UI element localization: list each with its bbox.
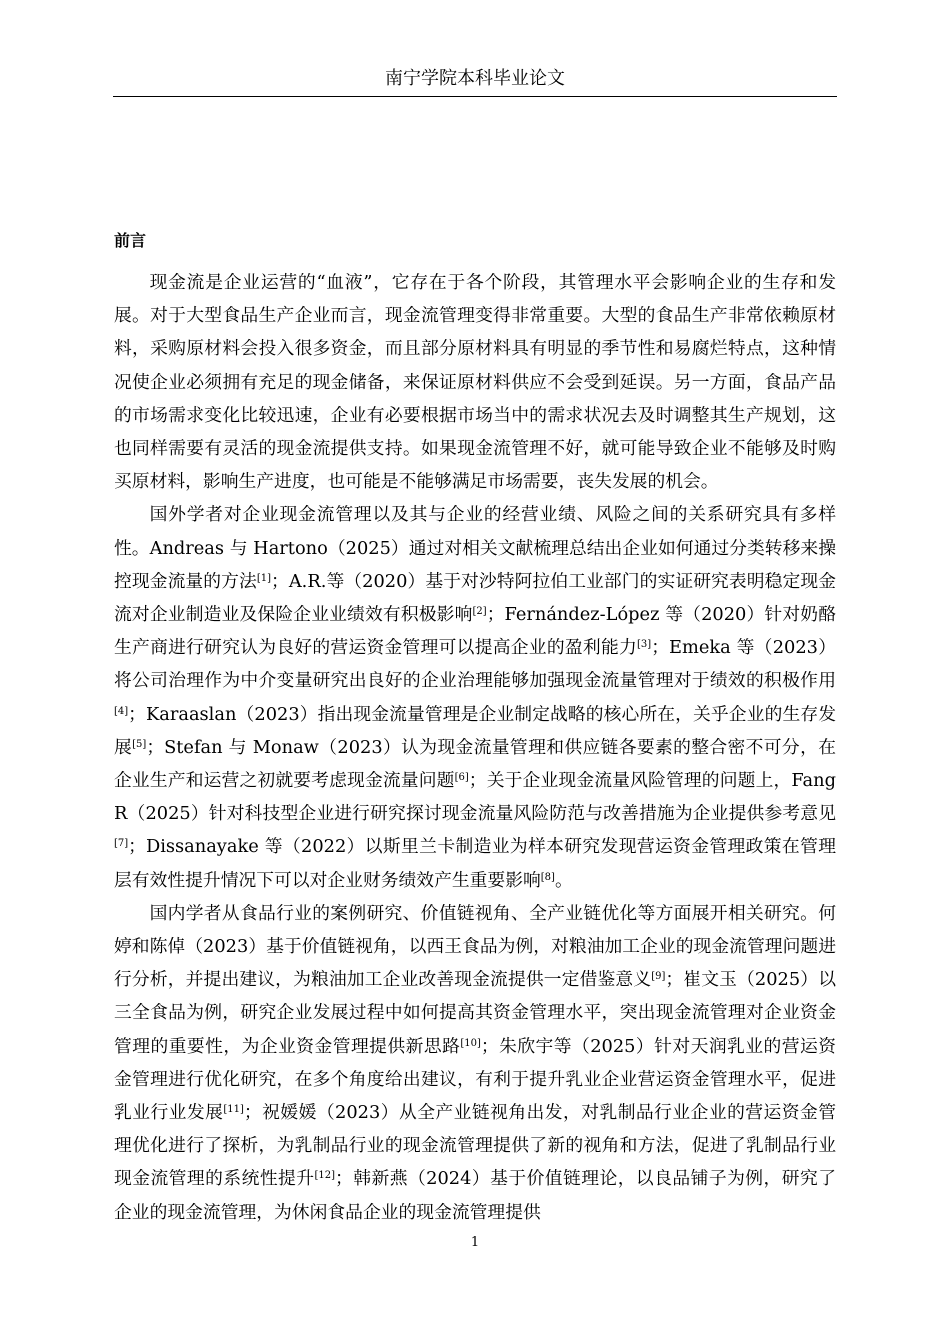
citation-marker: [2] — [472, 606, 487, 618]
paragraph-text: 。 — [554, 869, 573, 891]
body-text — [114, 266, 836, 1229]
section-title: 前言 — [114, 231, 147, 250]
citation-marker: [10] — [460, 1037, 481, 1049]
paragraph-text: ；Emeka 等（2023）将公司治理作为中介变量研究出良好的企业治理能够加强现金流量管理对于绩效的积极作用 — [114, 637, 836, 692]
paragraph-text: ；Karaaslan（2023）指出现金流量管理是企业制定战略的核心所在，关乎企业的生存发展 — [114, 703, 836, 758]
citation-marker: [8] — [540, 871, 555, 883]
paragraph-text: 现金流是企业运营的“血液”，它存在于各个阶段，其管理水平会影响企业的生存和发展。对于大型食品生产企业而言，现金流管理变得非常重要。大型的食品生产非常依赖原材料，采购原材料会投入很多资金，而且部分原材料具有明显的季节性和易腐烂特点，这种情况使企业必须拥有充足的现金储备，来保证原材料供应不会受到延误。另一方面，食品产品的市场需求变化比较迅速，企业有必要根据市场当中的需求状况去及时调整其生产规划，这也同样需要有灵活的现金流提供支持。如果现金流管理不好，就可能导致企业不能够及时购买原材料，影响生产进度，也可能是不能够满足市场需要，丧失发展的机会。 — [114, 272, 836, 493]
body-paragraph — [114, 498, 836, 896]
paragraph-text: 国外学者对企业现金流管理以及其与企业的经营业绩、风险之间的关系研究具有多样性。Andreas 与 Hartono（2025）通过对相关文献梳理总结出企业如何通过分类转移来操控现金流量的方法 — [114, 504, 836, 592]
citation-marker: [6] — [454, 772, 469, 784]
citation-marker: [1] — [256, 572, 272, 584]
paragraph-text: ；Stefan 与 Monaw（2023）认为现金流量管理和供应链各要素的整合密不可分，在企业生产和运营之初就要考虑现金流量问题 — [114, 736, 836, 792]
citation-marker: [4] — [114, 705, 129, 717]
body-paragraph — [114, 897, 836, 1229]
paragraph-text: ；关于企业现金流量风险管理的问题上，Fang R（2025）针对科技型企业进行研究探讨现金流量风险防范与改善措施为企业提供参考意见 — [114, 770, 836, 825]
body-paragraph — [114, 266, 836, 498]
paragraph-text: ；崔文玉（2025）以三全食品为例，研究企业发展过程中如何提高其资金管理水平，突出现金流管理对企业资金管理的重要性，为企业资金管理提供新思路 — [114, 969, 836, 1057]
paragraph-text: ；Dissanayake 等（2022）以斯里兰卡制造业为样本研究发现营运资金管理政策在管理层有效性提升情况下可以对企业财务绩效产生重要影响 — [114, 836, 836, 891]
citation-marker: [12] — [314, 1170, 336, 1182]
paragraph-text: ；A.R.等（2020）基于对沙特阿拉伯工业部门的实证研究表明稳定现金流对企业制造业及保险企业业绩效有积极影响 — [114, 570, 836, 626]
citation-marker: [3] — [637, 639, 652, 651]
paragraph-text: ；朱欣宇等（2025）针对天润乳业的营运资金管理进行优化研究，在多个角度给出建议，有利于提升乳业企业营运资金管理水平，促进乳业行业发展 — [114, 1035, 836, 1124]
paragraph-text: ；Fernández-López 等（2020）针对奶酪生产商进行研究认为良好的营运资金管理可以提高企业的盈利能力 — [114, 604, 836, 659]
paragraph-text: 国内学者从食品行业的案例研究、价值链视角、全产业链优化等方面展开相关研究。何婷和陈倬（2023）基于价值链视角，以西王食品为例，对粮油加工企业的现金流管理问题进行分析，并提出建议，为粮油加工企业改善现金流提供一定借鉴意义 — [114, 902, 836, 991]
citation-marker: [9] — [651, 971, 666, 983]
citation-marker: [5] — [132, 738, 147, 750]
paragraph-text: ；祝媛媛（2023）从全产业链视角出发，对乳制品行业企业的营运资金管理优化进行了探析，为乳制品行业的现金流管理提供了新的视角和方法，促进了乳制品行业现金流管理的系统性提升 — [114, 1102, 836, 1190]
page-header — [113, 64, 837, 97]
header-title: 南宁学院本科毕业论文 — [385, 68, 565, 89]
page-number: 1 — [470, 1235, 480, 1250]
citation-marker: [11] — [223, 1104, 244, 1116]
paragraph-text: ；韩新燕（2024）基于价值链理论，以良品铺子为例，研究了企业的现金流管理，为休闲食品企业的现金流管理提供 — [114, 1168, 836, 1223]
citation-marker: [7] — [114, 838, 129, 850]
